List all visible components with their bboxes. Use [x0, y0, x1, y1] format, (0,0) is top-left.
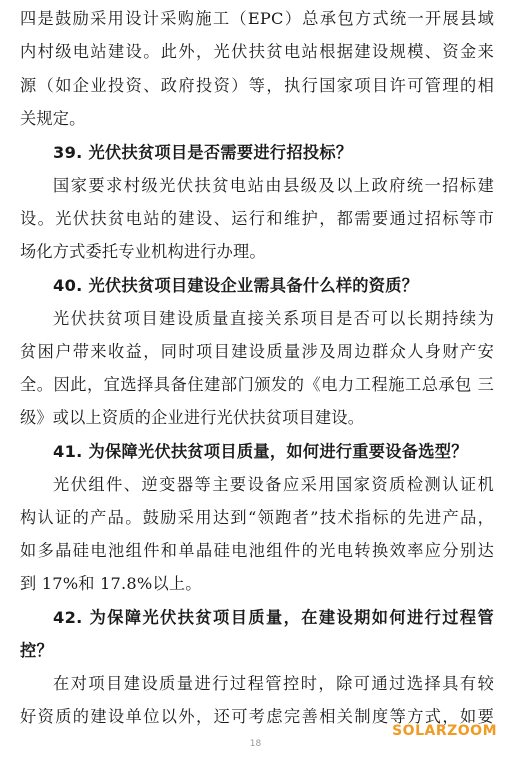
answer-line: 场化方式委托专业机构进行办理。 — [20, 242, 266, 261]
question-heading-40: 40. 光伏扶贫项目建设企业需具备什么样的资质？ — [53, 276, 419, 295]
answer-line: 级》或以上资质的企业进行光伏扶贫项目建设。 — [20, 408, 365, 427]
answer-line: 光伏组件、逆变器等主要设备应采用国家资质检测认证机 — [53, 475, 494, 494]
page-number: 18 — [249, 739, 262, 749]
answer-line: 设。光伏扶贫电站的建设、运行和维护，都需要通过招标等市 — [20, 209, 494, 228]
question-heading-41: 41. 为保障光伏扶贫项目质量，如何进行重要设备选型？ — [53, 442, 468, 461]
answer-line: 国家要求村级光伏扶贫电站由县级及以上政府统一招标建 — [53, 176, 494, 195]
question-heading-39: 39. 光伏扶贫项目是否需要进行招投标？ — [53, 143, 353, 162]
paragraph-line: 四是鼓励采用设计采购施工（EPC）总承包方式统一开展县域 — [20, 9, 494, 28]
answer-line: 光伏扶贫项目建设质量直接关系项目是否可以长期持续为 — [53, 309, 494, 328]
paragraph-line: 关规定。 — [20, 109, 86, 128]
answer-line: 到 17%和 17.8%以上。 — [20, 574, 202, 593]
question-heading-42-continued: 控？ — [20, 641, 53, 660]
paragraph-line: 源（如企业投资、政府投资）等，执行国家项目许可管理的相 — [20, 76, 494, 95]
answer-line: 如多晶硅电池组件和单晶硅电池组件的光电转换效率应分别达 — [20, 541, 494, 560]
solarzoom-watermark: SOLARZOOM — [392, 723, 497, 739]
answer-line: 好资质的建设单位以外，还可考虑完善相关制度等方式，如要 — [20, 707, 494, 726]
answer-line: 全。因此，宜选择具备住建部门颁发的《电力工程施工总承包 三 — [20, 375, 494, 394]
answer-line: 贫困户带来收益，同时项目建设质量涉及周边群众人身财产安 — [20, 342, 494, 361]
answer-line: 在对项目建设质量进行过程管控时，除可通过选择具有较 — [53, 674, 494, 693]
answer-line: 构认证的产品。鼓励采用达到“领跑者”技术指标的先进产品， — [20, 508, 494, 527]
paragraph-line: 内村级电站建设。此外，光伏扶贫电站根据建设规模、资金来 — [20, 42, 494, 61]
question-heading-42: 42. 为保障光伏扶贫项目质量，在建设期如何进行过程管 — [53, 608, 494, 627]
